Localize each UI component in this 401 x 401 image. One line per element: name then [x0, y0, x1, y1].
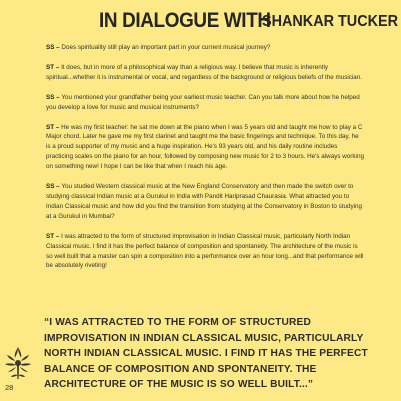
interview-paragraph: SS – You studied Western classical music at the New England Conservatory and then made the switch over to studying classical Indian music at a Gurukul in India with Pandit Hariprasad Chaurasia. What attracted you to Indian Classical music and how did you find the transition from studying at the Conservatory in Boston to studying at a Gurukul in Mumbai?: [46, 183, 363, 220]
page-header: [0, 9, 401, 39]
speaker-label: SS: [46, 183, 55, 191]
interview-paragraph: ST – I was attracted to the form of structured improvisation in Indian Classical music, particularly North Indian Classical music. I find it has the perfect balance of composition and spontaneity. The architecture of the music is so well built that a master can spin a composition into a performance over an hour long...and that performance will be absolutely riveting!: [46, 232, 364, 270]
paragraph-text: I was attracted to the form of structured improvisation in Indian Classical music, particularly North Indian Classical music. I find it has the perfect balance of composition and spontaneity. The architecture of the music is so well built that a master can spin a composition into a performance over an hour long...and that performance will be absolutely riveting!: [46, 232, 364, 270]
interviewee-name: SHANKAR TUCKER: [262, 13, 398, 30]
speaker-label: ST: [46, 63, 55, 71]
speaker-label: ST: [46, 123, 55, 131]
pull-quote: “I WAS ATTRACTED TO THE FORM OF STRUCTURED IMPROVISATION IN INDIAN CLASSICAL MUSIC, PARTICULARLY NORTH INDIAN CLASSICAL MUSIC. I FIND IT HAS THE PERFECT BALANCE OF COMPOSITION AND SPONTANEITY. THE ARCHITECTURE OF THE MUSIC IS SO WELL BUILT...”: [44, 317, 368, 391]
paragraph-text: You mentioned your grandfather being your earliest music teacher. Can you talk more about how he helped you develop a love for music and musical instruments?: [46, 93, 360, 111]
page-title: IN DIALOGUE WITH: [99, 9, 271, 32]
paragraph-text: It does, but in more of a philosophical way than a religious way. I believe that music is inherently spiritual...whether it is instrumental or vocal, and regardless of the background or religious beliefs of the musician.: [46, 63, 363, 81]
interview-paragraph: ST – He was my first teacher: he sat me down at the piano when I was 5 years old and taught me how to play a C Major chord. Later he gave me my first clarinet and taught me the basic fingerings and technique. To this day, he is a proud supporter of my music and a huge inspiration. He's 93 years old, and his daily routine includes practicing scales on the piano for an hour, followed by composing new music for 2 to 3 hours. He's always working on something new! I hope I can be like that when I reach his age.: [46, 123, 364, 171]
floral-ornament-icon: [3, 345, 33, 381]
speaker-label: ST: [46, 232, 55, 240]
interview-paragraph: SS – You mentioned your grandfather being your earliest music teacher. Can you talk more about how he helped you develop a love for music and musical instruments?: [46, 93, 360, 111]
page-number: 28: [5, 383, 14, 392]
speaker-label: SS: [46, 44, 55, 51]
interview-paragraph: SS – Does spirituality still play an important part in your current musical journey?: [46, 44, 271, 51]
interview-paragraph: ST – It does, but in more of a philosophical way than a religious way. I believe that music is inherently spiritual...whether it is instrumental or vocal, and regardless of the background or religious beliefs of the musician.: [46, 63, 363, 81]
speaker-label: SS: [46, 93, 55, 101]
paragraph-text: Does spirituality still play an important part in your current musical journey?: [61, 44, 271, 51]
interview-body: [46, 43, 364, 281]
paragraph-text: He was my first teacher: he sat me down at the piano when I was 5 years old and taught me how to play a C Major chord. Later he gave me my first clarinet and taught me the basic fingerings and technique. To this day, he is a proud supporter of my music and a huge inspiration. He's 93 years old, and his daily routine includes practicing scales on the piano for an hour, followed by composing new music for 2 to 3 hours. He's always working on something new! I hope I can be like that when I reach his age.: [46, 123, 364, 171]
paragraph-text: You studied Western classical music at the New England Conservatory and then made the switch over to studying classical Indian music at a Gurukul in India with Pandit Hariprasad Chaurasia. What attracted you to Indian Classical music and how did you find the transition from studying at the Conservatory in Boston to studying at a Gurukul in Mumbai?: [46, 183, 363, 220]
